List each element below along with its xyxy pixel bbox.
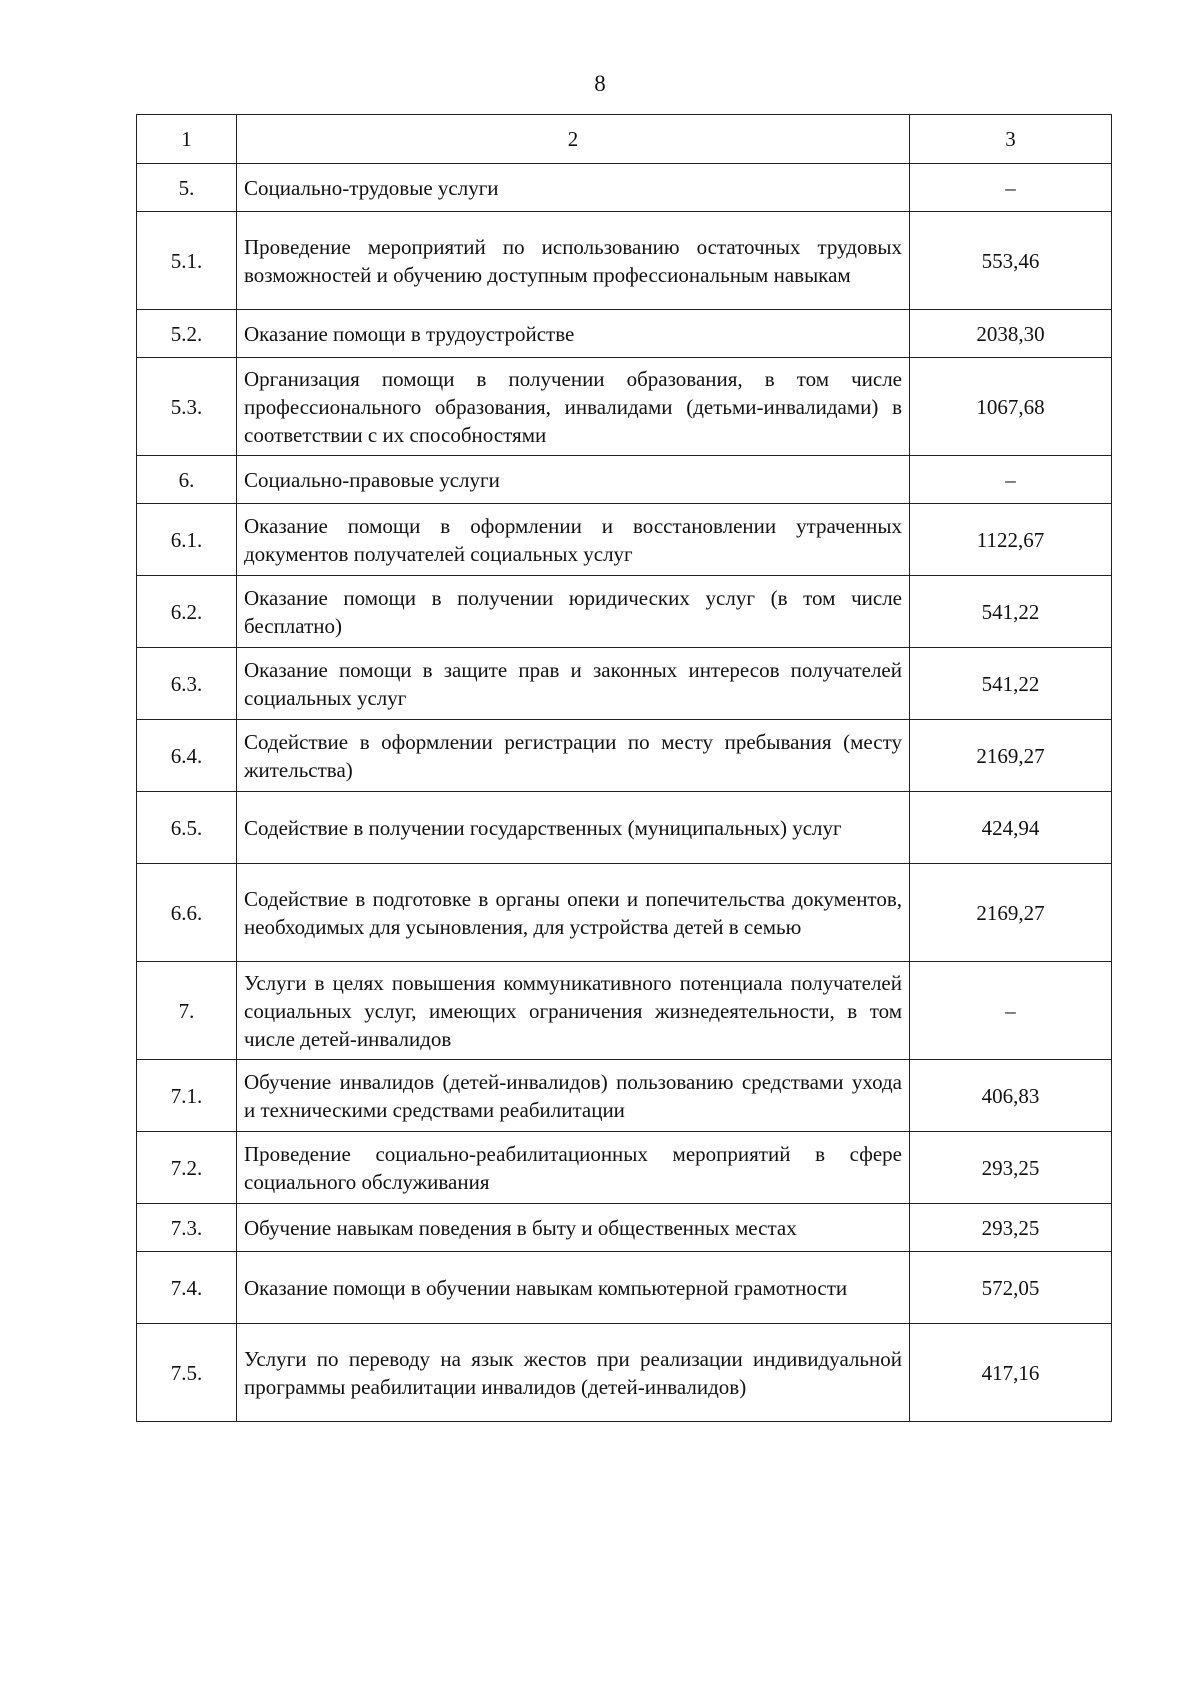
row-number-cell: 7.2. [137,1132,237,1204]
row-price-cell: 2038,30 [910,310,1112,358]
row-price-cell: 406,83 [910,1060,1112,1132]
header-cell-number: 1 [137,115,237,164]
table-row [137,1060,1112,1132]
row-price-cell: 424,94 [910,792,1112,864]
row-price-cell: 293,25 [910,1204,1112,1252]
table-row [137,504,1112,576]
table-row [137,864,1112,962]
row-description-cell: Обучение инвалидов (детей-инвалидов) пользованию средствами ухода и техническими средствами реабилитации [237,1060,910,1132]
header-cell-description: 2 [237,115,910,164]
table-row [137,720,1112,792]
row-description-cell: Оказание помощи в обучении навыкам компьютерной грамотности [237,1252,910,1324]
row-price-cell: – [910,164,1112,212]
row-price-cell: 1122,67 [910,504,1112,576]
row-price-cell: 293,25 [910,1132,1112,1204]
table-row [137,1324,1112,1422]
row-price-cell: 1067,68 [910,358,1112,456]
row-description-cell: Оказание помощи в трудоустройстве [237,310,910,358]
row-description-cell: Содействие в оформлении регистрации по месту пребывания (месту жительства) [237,720,910,792]
table-row [137,164,1112,212]
row-description-cell: Социально-правовые услуги [237,456,910,504]
row-description-cell: Проведение социально-реабилитационных мероприятий в сфере социального обслуживания [237,1132,910,1204]
table-row [137,962,1112,1060]
table-row [137,792,1112,864]
row-description-cell: Обучение навыкам поведения в быту и общественных местах [237,1204,910,1252]
row-price-cell: 553,46 [910,212,1112,310]
row-number-cell: 7.4. [137,1252,237,1324]
row-number-cell: 7.1. [137,1060,237,1132]
row-description-cell: Содействие в получении государственных (муниципальных) услуг [237,792,910,864]
page-number: 8 [594,71,606,96]
table-row [137,1132,1112,1204]
header-cell-price: 3 [910,115,1112,164]
row-price-cell: – [910,456,1112,504]
row-number-cell: 6.1. [137,504,237,576]
row-number-cell: 5. [137,164,237,212]
row-description-cell: Проведение мероприятий по использованию остаточных трудовых возможностей и обучению доступным профессиональным навыкам [237,212,910,310]
row-number-cell: 7.5. [137,1324,237,1422]
row-number-cell: 5.2. [137,310,237,358]
row-number-cell: 7. [137,962,237,1060]
row-description-cell: Оказание помощи в оформлении и восстановлении утраченных документов получателей социальных услуг [237,504,910,576]
row-number-cell: 5.1. [137,212,237,310]
row-description-cell: Содействие в подготовке в органы опеки и попечительства документов, необходимых для усыновления, для устройства детей в семью [237,864,910,962]
row-price-cell: 2169,27 [910,720,1112,792]
row-price-cell: 572,05 [910,1252,1112,1324]
row-number-cell: 6.2. [137,576,237,648]
row-price-cell: 541,22 [910,648,1112,720]
row-description-cell: Организация помощи в получении образования, в том числе профессионального образования, инвалидами (детьми-инвалидами) в соответствии с их способностями [237,358,910,456]
row-description-cell: Социально-трудовые услуги [237,164,910,212]
row-number-cell: 5.3. [137,358,237,456]
table-row [137,1252,1112,1324]
row-description-cell: Услуги в целях повышения коммуникативного потенциала получателей социальных услуг, имеющих ограничения жизнедеятельности, в том числе детей-инвалидов [237,962,910,1060]
table-header-row [137,115,1112,164]
row-description-cell: Оказание помощи в получении юридических услуг (в том числе бесплатно) [237,576,910,648]
row-number-cell: 6. [137,456,237,504]
row-price-cell: 541,22 [910,576,1112,648]
row-description-cell: Услуги по переводу на язык жестов при реализации индивидуальной программы реабилитации инвалидов (детей-инвалидов) [237,1324,910,1422]
row-number-cell: 6.5. [137,792,237,864]
row-description-cell: Оказание помощи в защите прав и законных интересов получателей социальных услуг [237,648,910,720]
table-row [137,648,1112,720]
table-row [137,1204,1112,1252]
table-row [137,358,1112,456]
table-row [137,576,1112,648]
table-row [137,212,1112,310]
services-price-table [136,114,1112,1422]
row-number-cell: 6.4. [137,720,237,792]
row-number-cell: 6.3. [137,648,237,720]
row-price-cell: 417,16 [910,1324,1112,1422]
row-price-cell: 2169,27 [910,864,1112,962]
table-row [137,310,1112,358]
row-number-cell: 6.6. [137,864,237,962]
row-number-cell: 7.3. [137,1204,237,1252]
row-price-cell: – [910,962,1112,1060]
table-row [137,456,1112,504]
